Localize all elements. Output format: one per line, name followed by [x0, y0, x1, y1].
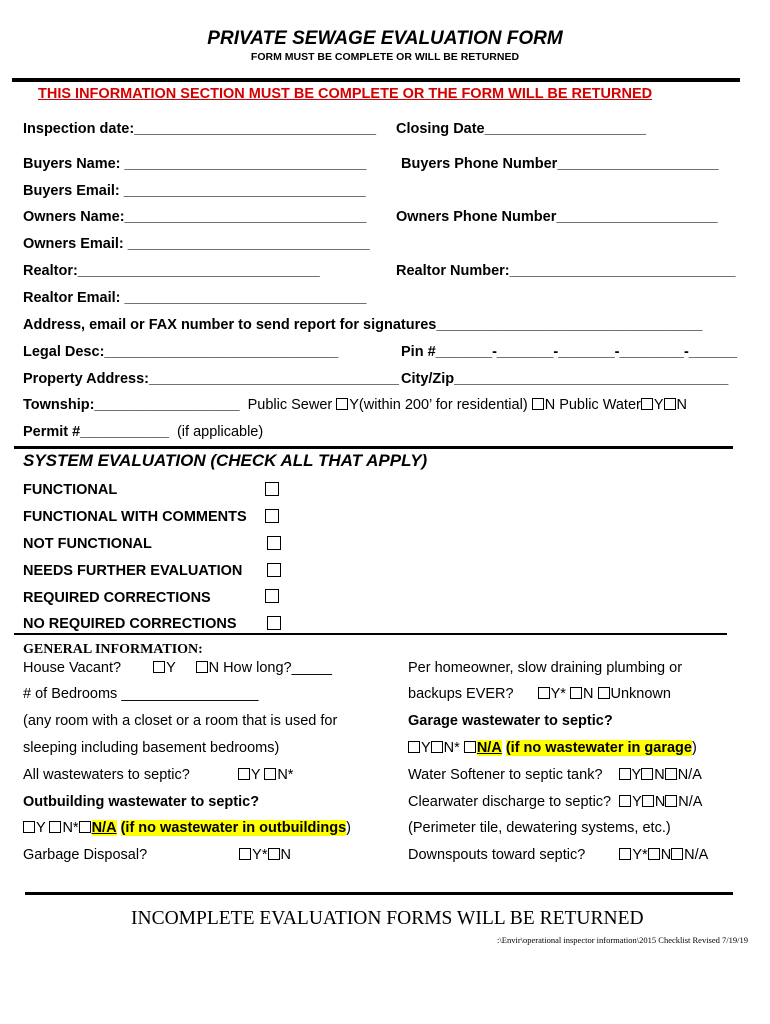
clearwater-row [408, 794, 702, 810]
clearwater-yes-checkbox[interactable] [619, 795, 631, 807]
public-sewer-yes-label: Y(within 200’ for residential) [349, 397, 528, 413]
slow-drain-no-checkbox[interactable] [570, 687, 582, 699]
garbage-yes-label: Y* [252, 847, 268, 863]
downspouts-na-checkbox[interactable] [671, 848, 683, 860]
owners-phone-field[interactable]: Owners Phone Number____________________ [396, 209, 718, 225]
footer-rule [25, 892, 733, 895]
slow-drain-no-label: N [582, 686, 594, 702]
system-evaluation-title: SYSTEM EVALUATION (CHECK ALL THAT APPLY) [23, 451, 428, 470]
public-sewer-label: Public Sewer [247, 397, 333, 413]
garage-note-close: ) [691, 740, 697, 756]
all-wastewater-label: All wastewaters to septic? [23, 767, 190, 783]
option-functional-checkbox[interactable] [265, 482, 279, 496]
downspouts-no-label: N [660, 847, 672, 863]
info-warning: THIS INFORMATION SECTION MUST BE COMPLETE OR THE FORM WILL BE RETURNED [38, 86, 653, 102]
clearwater-na-checkbox[interactable] [665, 795, 677, 807]
option-further-eval-checkbox[interactable] [267, 563, 281, 577]
house-vacant-label: House Vacant? [23, 660, 122, 676]
inspection-date-field[interactable]: Inspection date:______________________________ [23, 121, 377, 137]
perimeter-note: (Perimeter tile, dewatering systems, etc.) [408, 820, 671, 836]
option-functional-label: FUNCTIONAL [23, 482, 118, 498]
garbage-no-checkbox[interactable] [268, 848, 280, 860]
downspouts-row [408, 847, 708, 863]
option-no-required-corrections-label: NO REQUIRED CORRECTIONS [23, 616, 237, 632]
permit-field[interactable]: Permit #___________ [23, 424, 169, 440]
room-note-2: sleeping including basement bedrooms) [23, 740, 280, 756]
outbuilding-yes-label: Y [36, 820, 46, 836]
form-subtitle: FORM MUST BE COMPLETE OR WILL BE RETURNED [250, 51, 520, 63]
slow-drain-yes-checkbox[interactable] [538, 687, 550, 699]
all-wastewater-row [23, 767, 293, 783]
softener-no-label: N [654, 767, 665, 783]
clearwater-no-label: N [654, 794, 666, 810]
pin-field[interactable]: Pin #_______-_______-_______-________-______ [401, 344, 738, 360]
outbuilding-na-label: N/A [91, 820, 117, 836]
owners-email-field[interactable]: Owners Email: ______________________________ [23, 236, 370, 252]
realtor-email-field[interactable]: Realtor Email: ______________________________ [23, 290, 367, 306]
option-not-functional-checkbox[interactable] [267, 536, 281, 550]
all-wastewater-yes-label: Y [250, 767, 261, 783]
option-functional-comments-label: FUNCTIONAL WITH COMMENTS [23, 509, 247, 525]
owners-name-field[interactable]: Owners Name:______________________________ [23, 209, 367, 225]
outbuilding-options-row [23, 820, 351, 836]
clearwater-yes-label: Y [632, 794, 642, 810]
garage-no-checkbox[interactable] [431, 741, 443, 753]
option-required-corrections-checkbox[interactable] [265, 589, 279, 603]
downspouts-na-label: N/A [684, 847, 709, 863]
closing-date-tail: __________ [565, 121, 646, 137]
how-long-field[interactable]: How long?_____ [223, 660, 332, 676]
public-water-yes-label: Y [653, 397, 664, 413]
property-address-field[interactable]: Property Address:_______________________________ [23, 371, 399, 387]
slow-drain-label: backups EVER? [408, 686, 514, 702]
outbuilding-note-close: ) [346, 820, 351, 836]
option-required-corrections-label: REQUIRED CORRECTIONS [23, 590, 211, 606]
public-sewer-yes-checkbox[interactable] [336, 398, 348, 410]
garbage-row [23, 847, 291, 863]
outbuilding-note: (if no wastewater in outbuildings [120, 820, 347, 836]
general-info-title: GENERAL INFORMATION: [23, 642, 203, 657]
permit-note: (if applicable) [176, 424, 264, 440]
public-sewer-no-label: N Public Water [544, 397, 641, 413]
report-address-field[interactable]: Address, email or FAX number to send report for signatures_________________________________ [23, 317, 703, 333]
bedrooms-field[interactable]: # of Bedrooms _________________ [23, 686, 259, 702]
header-rule [12, 78, 740, 82]
garage-yes-label: Y [421, 740, 431, 756]
option-functional-comments-checkbox[interactable] [265, 509, 279, 523]
garbage-yes-checkbox[interactable] [239, 848, 251, 860]
softener-no-checkbox[interactable] [641, 768, 653, 780]
public-water-yes-checkbox[interactable] [641, 398, 653, 410]
slow-drain-unknown-checkbox[interactable] [598, 687, 610, 699]
form-title: PRIVATE SEWAGE EVALUATION FORM [207, 28, 563, 49]
room-note-1: (any room with a closet or a room that is used for [23, 713, 338, 729]
garbage-no-label: N [280, 847, 291, 863]
softener-label: Water Softener to septic tank? [408, 767, 603, 783]
slow-drain-note-1: Per homeowner, slow draining plumbing or [408, 660, 683, 676]
outbuilding-no-checkbox[interactable] [49, 821, 61, 833]
garage-na-label: N/A [476, 740, 502, 756]
clearwater-label: Clearwater discharge to septic? [408, 794, 612, 810]
outbuilding-yes-checkbox[interactable] [23, 821, 35, 833]
downspouts-yes-checkbox[interactable] [619, 848, 631, 860]
buyers-name-field[interactable]: Buyers Name: ______________________________ [23, 156, 367, 172]
house-vacant-row [23, 660, 332, 676]
garage-no-label: N* [443, 740, 460, 756]
system-evaluation-rule [14, 633, 727, 635]
garage-na-checkbox[interactable] [464, 741, 476, 753]
footer-notice: INCOMPLETE EVALUATION FORMS WILL BE RETURNED [131, 908, 644, 929]
slow-drain-unknown-label: Unknown [610, 686, 671, 702]
clearwater-na-label: N/A [678, 794, 703, 810]
slow-drain-row [408, 686, 671, 702]
option-no-required-corrections-checkbox[interactable] [267, 616, 281, 630]
outbuilding-no-label: N* [62, 820, 79, 836]
garbage-label: Garbage Disposal? [23, 847, 148, 863]
softener-na-checkbox[interactable] [665, 768, 677, 780]
house-vacant-yes-checkbox[interactable] [153, 661, 165, 673]
closing-date-field[interactable] [396, 121, 646, 137]
township-field[interactable]: Township:__________________ [23, 397, 240, 413]
garage-label: Garage wastewater to septic? [408, 713, 613, 729]
info-section-rule [14, 446, 733, 449]
township-row [23, 397, 687, 413]
outbuilding-label: Outbuilding wastewater to septic? [23, 794, 260, 810]
house-vacant-no-checkbox[interactable] [196, 661, 208, 673]
downspouts-label: Downspouts toward septic? [408, 847, 586, 863]
permit-row [23, 424, 263, 440]
option-not-functional-label: NOT FUNCTIONAL [23, 536, 152, 552]
garage-options-row [408, 740, 697, 756]
all-wastewater-no-label: N* [277, 767, 294, 783]
house-vacant-yes-label: Y [166, 660, 176, 676]
softener-na-label: N/A [677, 767, 702, 783]
garage-yes-checkbox[interactable] [408, 741, 420, 753]
softener-yes-checkbox[interactable] [619, 768, 631, 780]
all-wastewater-yes-checkbox[interactable] [238, 768, 250, 780]
public-water-no-label: N [676, 397, 687, 413]
realtor-number-field[interactable]: Realtor Number:____________________________ [396, 263, 736, 279]
legal-desc-field[interactable]: Legal Desc:_____________________________ [23, 344, 339, 360]
house-vacant-no-label: N [208, 660, 220, 676]
softener-yes-label: Y [631, 767, 642, 783]
softener-row [408, 767, 702, 783]
garage-note: (if no wastewater in garage [505, 740, 692, 756]
realtor-field[interactable]: Realtor:______________________________ [23, 263, 320, 279]
public-sewer-no-checkbox[interactable] [532, 398, 544, 410]
option-further-eval-label: NEEDS FURTHER EVALUATION [23, 563, 243, 579]
downspouts-yes-label: Y* [632, 847, 648, 863]
public-water-no-checkbox[interactable] [664, 398, 676, 410]
downspouts-no-checkbox[interactable] [648, 848, 660, 860]
slow-drain-yes-label: Y* [550, 686, 566, 702]
buyers-phone-field[interactable]: Buyers Phone Number____________________ [401, 156, 719, 172]
footer-file-path: :\Envir\operational inspector information\2015 Checklist Revised 7/19/19 [497, 935, 748, 945]
closing-date-label: Closing Date__________ [396, 121, 566, 137]
outbuilding-na-checkbox[interactable] [79, 821, 91, 833]
buyers-email-field[interactable]: Buyers Email: ______________________________ [23, 183, 366, 199]
all-wastewater-no-checkbox[interactable] [264, 768, 276, 780]
clearwater-no-checkbox[interactable] [642, 795, 654, 807]
city-zip-field[interactable]: City/Zip__________________________________ [401, 371, 729, 387]
